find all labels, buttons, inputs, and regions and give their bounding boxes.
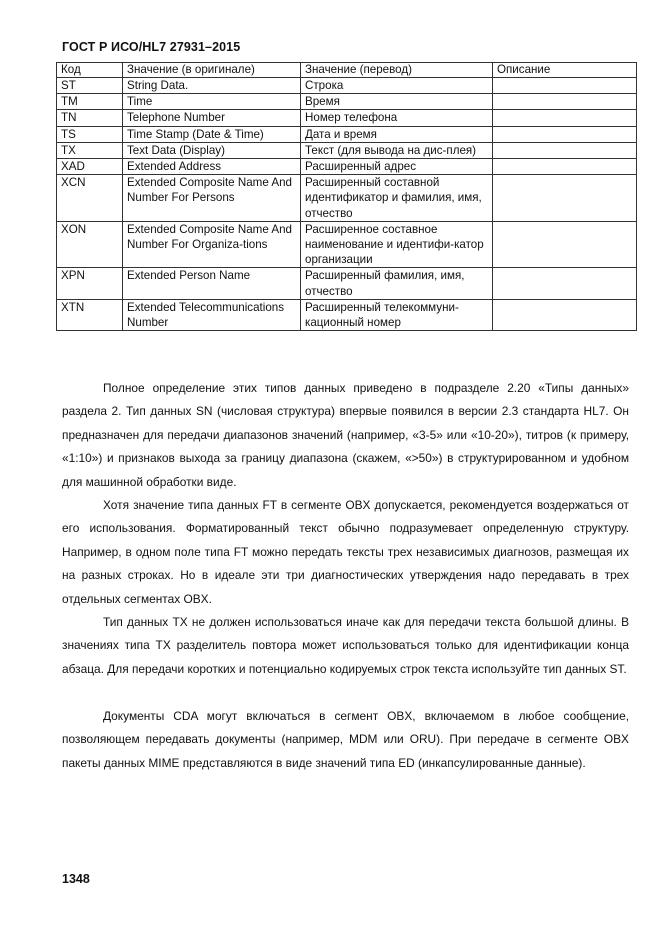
table-header-row [57,63,637,78]
data-types-table [56,62,637,331]
cell-translation: Текст (для вывода на дис-плея) [301,142,493,158]
cell-original: Extended Telecommunications Number [123,299,301,330]
cell-code: XAD [57,159,123,175]
cell-original: Extended Composite Name And Number For Persons [123,175,301,222]
table-row [57,142,637,158]
cell-translation: Расширенный телекоммуни-кационный номер [301,299,493,330]
cell-code: ST [57,78,123,94]
table-row [57,175,637,222]
cell-original: Extended Person Name [123,268,301,299]
cell-code: XPN [57,268,123,299]
cell-code: XON [57,221,123,268]
cell-description [493,126,637,142]
document-standard-header: ГОСТ Р ИСО/HL7 27931–2015 [62,40,241,54]
cell-code: XTN [57,299,123,330]
cell-description [493,142,637,158]
cell-description [493,268,637,299]
table-row [57,78,637,94]
header-translation: Значение (перевод) [301,63,493,78]
table-row [57,94,637,110]
cell-translation: Дата и время [301,126,493,142]
paragraph-tx-usage: Тип данных TX не должен использоваться иначе как для передачи текста большой длины. В значениях типа TX разделитель повтора может использоваться только для идентификации конца абзаца. Для передачи коротких и потенциально кодируемых строк текста используйте тип данных ST. [62,615,629,676]
paragraph-cda-documents: Документы CDA могут включаться в сегмент OBX, включаемом в любое сообщение, позволяющем передавать документы (например, MDM или ORU). При передаче в сегменте OBX пакеты данных MIME представляются в виде значений типа ED (инкапсулированные данные). [62,709,629,770]
page-number: 1348 [62,872,90,886]
cell-description [493,299,637,330]
cell-original: Time [123,94,301,110]
cell-original: Extended Composite Name And Number For Organiza-tions [123,221,301,268]
cell-translation: Время [301,94,493,110]
cell-translation: Расширенный составной идентификатор и фамилия, имя, отчество [301,175,493,222]
table-row [57,299,637,330]
cell-description [493,78,637,94]
cell-original: Telephone Number [123,110,301,126]
cell-code: TM [57,94,123,110]
cell-description [493,94,637,110]
cell-original: Extended Address [123,159,301,175]
cell-translation: Расширенное составное наименование и идентифи-катор организации [301,221,493,268]
table-row [57,159,637,175]
cell-description [493,159,637,175]
paragraph-ft-usage: Хотя значение типа данных FT в сегменте OBX допускается, рекомендуется воздержаться от его использования. Форматированный текст обычно подразумевает определенную структуру. Например, в одном поле типа FT можно передать тексты трех независимых диагнозов, размещая их на разных строках. Но в идеале эти три диагностических утверждения надо передавать в трех отдельных сегментах OBX. [62,498,629,606]
cell-description [493,221,637,268]
cell-original: Text Data (Display) [123,142,301,158]
cell-translation: Номер телефона [301,110,493,126]
cell-code: XCN [57,175,123,222]
cell-code: TN [57,110,123,126]
table-row [57,126,637,142]
header-code: Код [57,63,123,78]
header-description: Описание [493,63,637,78]
table-row [57,221,637,268]
table-row [57,268,637,299]
cell-translation: Расширенный адрес [301,159,493,175]
cell-description [493,175,637,222]
header-original: Значение (в оригинале) [123,63,301,78]
cell-code: TX [57,142,123,158]
cell-original: String Data. [123,78,301,94]
cell-translation: Строка [301,78,493,94]
cell-description [493,110,637,126]
cell-translation: Расширенный фамилия, имя, отчество [301,268,493,299]
cell-original: Time Stamp (Date & Time) [123,126,301,142]
cell-code: TS [57,126,123,142]
table-row [57,110,637,126]
paragraph-sn-definition: Полное определение этих типов данных приведено в подразделе 2.20 «Типы данных» раздела 2. Тип данных SN (числовая структура) впервые появился в версии 2.3 стандарта HL7. Он предназначен для передачи диапазонов значений (например, «3-5» или «10-20»), титров (к примеру, «1:10») и признаков выхода за границу диапазона (скажем, «>50») в структурированном и удобном для машинной обработки виде. [62,381,629,489]
